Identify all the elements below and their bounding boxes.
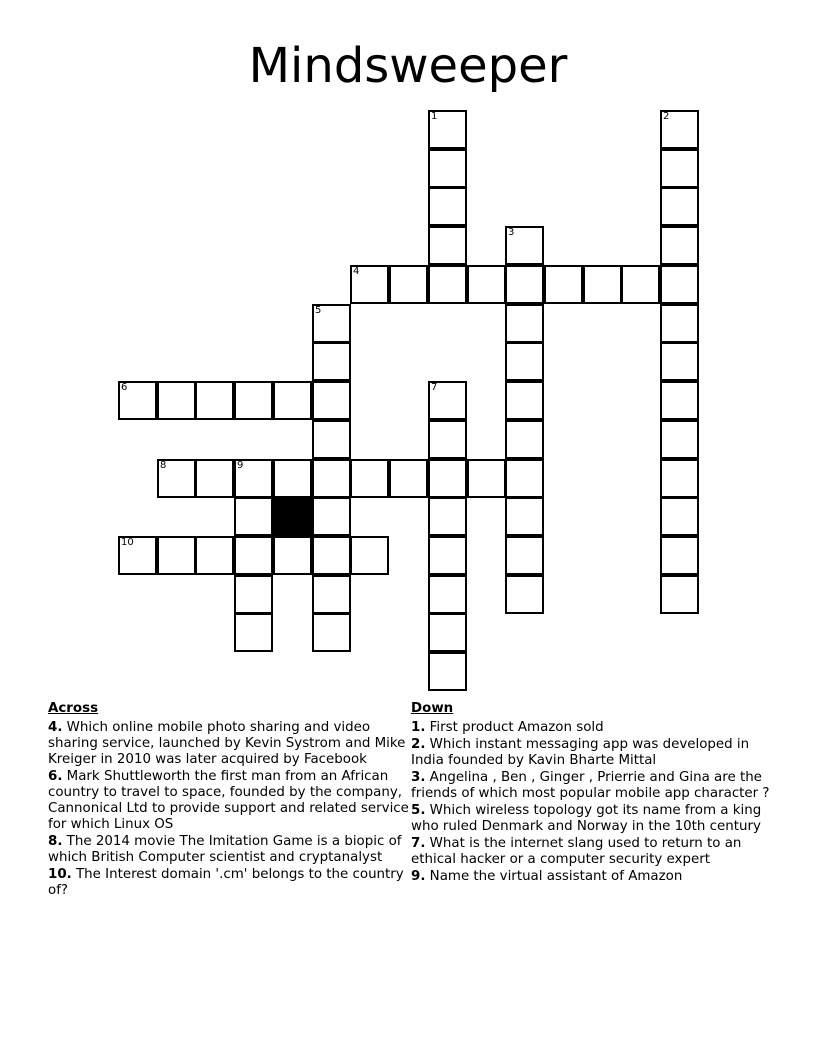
grid-cell[interactable]: [660, 226, 699, 265]
grid-cell[interactable]: [312, 304, 351, 343]
clue-across-10: 10. The Interest domain '.cm' belongs to the country of?: [48, 867, 404, 898]
grid-cell[interactable]: [505, 265, 544, 304]
clue-number-4: 4: [353, 266, 360, 277]
grid-cell[interactable]: [157, 459, 196, 498]
grid-cell[interactable]: [312, 459, 351, 498]
clue-number-10: 10: [121, 537, 134, 548]
grid-cell[interactable]: [428, 459, 467, 498]
grid-cell[interactable]: [505, 497, 544, 536]
clue-number-7: 7: [431, 382, 438, 393]
clue-down-5: 5. Which wireless topology got its name from a king who ruled Denmark and Norway in the 10th century: [411, 803, 762, 834]
grid-cell[interactable]: [157, 381, 196, 420]
grid-cell[interactable]: [350, 536, 389, 575]
clue-across-4: 4. Which online mobile photo sharing and video sharing service, launched by Kevin Systrom and Mike Kreiger in 2010 was later acquired by Facebook: [48, 720, 406, 767]
grid-cell[interactable]: [312, 420, 351, 459]
grid-cell[interactable]: [195, 381, 234, 420]
grid-cell[interactable]: [428, 420, 467, 459]
grid-cell[interactable]: [505, 536, 544, 575]
down-clues: [411, 700, 776, 886]
grid-cell[interactable]: [312, 613, 351, 652]
grid-cell[interactable]: [428, 575, 467, 614]
grid-cell[interactable]: [467, 459, 506, 498]
clue-down-9: 9. Name the virtual assistant of Amazon: [411, 869, 683, 884]
grid-cell[interactable]: [428, 381, 467, 420]
grid-cell[interactable]: [428, 226, 467, 265]
grid-cell[interactable]: [312, 342, 351, 381]
clue-across-6: 6. Mark Shuttleworth the first man from an African country to travel to space, founded by the company, Cannonical Ltd to provide support and related service for which Linux OS: [48, 769, 409, 832]
grid-cell[interactable]: [428, 613, 467, 652]
grid-cell[interactable]: [428, 536, 467, 575]
grid-cell[interactable]: [273, 381, 312, 420]
grid-cell[interactable]: [195, 459, 234, 498]
grid-cell[interactable]: [544, 265, 583, 304]
grid-cell[interactable]: [583, 265, 622, 304]
grid-cell[interactable]: [660, 304, 699, 343]
grid-cell[interactable]: [350, 265, 389, 304]
grid-cell[interactable]: [350, 459, 389, 498]
grid-black-cell: [273, 497, 312, 536]
clue-down-7: 7. What is the internet slang used to return to an ethical hacker or a computer security expert: [411, 836, 742, 867]
grid-cell[interactable]: [505, 304, 544, 343]
grid-cell[interactable]: [505, 342, 544, 381]
grid-cell[interactable]: [660, 342, 699, 381]
grid-cell[interactable]: [428, 652, 467, 691]
grid-cell[interactable]: [118, 381, 157, 420]
grid-cell[interactable]: [389, 265, 428, 304]
clue-number-2: 2: [663, 111, 670, 122]
clue-number-9: 9: [237, 460, 244, 471]
grid-cell[interactable]: [505, 459, 544, 498]
grid-cell[interactable]: [234, 613, 273, 652]
clue-number-1: 1: [431, 111, 438, 122]
grid-cell[interactable]: [505, 226, 544, 265]
grid-cell[interactable]: [234, 575, 273, 614]
grid-cell[interactable]: [157, 536, 196, 575]
grid-cell[interactable]: [234, 497, 273, 536]
across-heading: Across: [48, 701, 99, 716]
grid-cell[interactable]: [505, 381, 544, 420]
grid-cell[interactable]: [660, 497, 699, 536]
grid-cell[interactable]: [195, 536, 234, 575]
grid-cell[interactable]: [118, 536, 157, 575]
grid-cell[interactable]: [428, 110, 467, 149]
grid-cell[interactable]: [389, 459, 428, 498]
grid-cell[interactable]: [660, 536, 699, 575]
page-title: Mindsweeper: [248, 38, 568, 94]
grid-cell[interactable]: [660, 187, 699, 226]
grid-cell[interactable]: [234, 536, 273, 575]
clue-down-2: 2. Which instant messaging app was developed in India founded by Kavin Bharte Mittal: [411, 737, 750, 768]
grid-cell[interactable]: [428, 187, 467, 226]
clue-down-3: 3. Angelina , Ben , Ginger , Prierrie and Gina are the friends of which most popular mobile app character ?: [411, 770, 770, 801]
clue-across-8: 8. The 2014 movie The Imitation Game is a biopic of which British Computer scientist and cryptanalyst: [48, 834, 402, 865]
grid-cell[interactable]: [428, 497, 467, 536]
grid-cell[interactable]: [234, 381, 273, 420]
clue-number-6: 6: [121, 382, 128, 393]
grid-cell[interactable]: [505, 575, 544, 614]
clue-number-3: 3: [508, 227, 515, 238]
grid-cell[interactable]: [312, 497, 351, 536]
grid-cell[interactable]: [660, 459, 699, 498]
down-heading: Down: [411, 701, 454, 716]
across-clues: [48, 700, 410, 900]
grid-cell[interactable]: [660, 265, 699, 304]
grid-cell[interactable]: [312, 575, 351, 614]
grid-cell[interactable]: [660, 110, 699, 149]
grid-cell[interactable]: [312, 536, 351, 575]
grid-cell[interactable]: [660, 149, 699, 188]
clue-number-5: 5: [315, 305, 322, 316]
grid-cell[interactable]: [660, 420, 699, 459]
grid-cell[interactable]: [505, 420, 544, 459]
clue-down-1: 1. First product Amazon sold: [411, 720, 604, 735]
grid-cell[interactable]: [273, 536, 312, 575]
clue-number-8: 8: [160, 460, 167, 471]
grid-cell[interactable]: [234, 459, 273, 498]
grid-cell[interactable]: [467, 265, 506, 304]
grid-cell[interactable]: [660, 575, 699, 614]
grid-cell[interactable]: [428, 149, 467, 188]
grid-cell[interactable]: [621, 265, 660, 304]
grid-cell[interactable]: [660, 381, 699, 420]
grid-cell[interactable]: [273, 459, 312, 498]
grid-cell[interactable]: [428, 265, 467, 304]
grid-cell[interactable]: [312, 381, 351, 420]
